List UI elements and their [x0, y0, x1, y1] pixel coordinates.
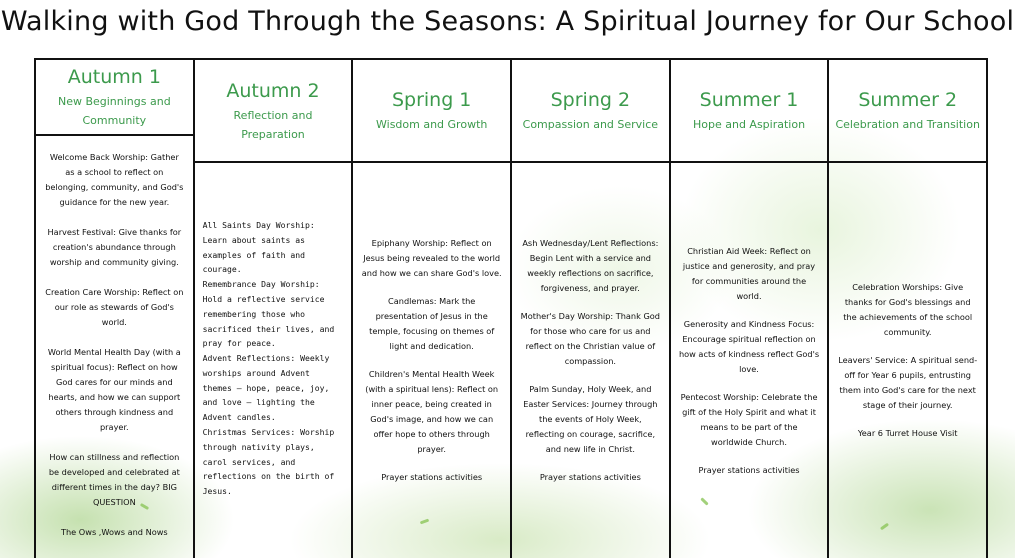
column-header: [512, 60, 669, 163]
column-spring-1: [353, 60, 512, 558]
worship-item: Creation Care Worship: Reflect on our role as stewards of God's world.: [45, 287, 184, 327]
worship-item: Palm Sunday, Holy Week, and Easter Services: Journey through the events of Holy Week, reflecting on courage, sacrifice, and new life in Christ.: [523, 384, 658, 454]
worship-item: Celebration Worships: Give thanks for God's blessings and the achievements of the school community.: [843, 282, 973, 337]
column-autumn-1: [36, 60, 195, 558]
worship-item: Advent Reflections: Weekly worships around Advent themes – hope, peace, joy, and love – lighting the Advent candles.: [202, 353, 330, 423]
worship-item: Prayer stations activities: [381, 472, 483, 482]
worship-item: Candlemas: Mark the presentation of Jesus in the temple, focusing on themes of light and dedication.: [369, 296, 495, 351]
worship-item: Mother's Day Worship: Thank God for those who care for us and reflect on the Christian value of compassion.: [520, 311, 661, 366]
worship-item: Ash Wednesday/Lent Reflections: Begin Lent with a service and weekly reflections on sacrifice, forgiveness, and prayer.: [522, 238, 659, 293]
worship-item: All Saints Day Worship: Learn about saints as examples of faith and courage.: [202, 219, 315, 275]
worship-item: The Ows ,Wows and Nows: [60, 527, 168, 537]
term-title: Summer 2: [858, 89, 958, 111]
column-header: [829, 60, 986, 163]
worship-item: Generosity and Kindness Focus: Encourage spiritual reflection on how acts of kindness reflect God's love.: [678, 318, 820, 374]
term-title: Autumn 1: [67, 66, 161, 88]
term-theme: Celebration and Transition: [835, 118, 980, 131]
worship-item: Remembrance Day Worship: Hold a reflective service remembering those who sacrificed their lives, and pray for peace.: [202, 279, 335, 349]
term-theme: Compassion and Service: [522, 118, 659, 131]
term-theme: New Beginnings and Community: [57, 95, 171, 127]
column-autumn-2: [195, 60, 354, 558]
column-header: [195, 60, 352, 163]
big-question: How can stillness and reflection be developed and celebrated at different times in the day? BIG QUESTION: [48, 452, 180, 507]
column-body: [671, 163, 828, 558]
worship-item: Welcome Back Worship: Gather as a school to reflect on belonging, community, and God's guidance for the new year.: [45, 152, 184, 207]
worship-item: Pentecost Worship: Celebrate the gift of the Holy Spirit and what it means to be part of the worldwide Church.: [680, 391, 818, 447]
term-theme: Reflection and Preparation: [233, 108, 313, 141]
column-spring-2: [512, 60, 671, 558]
column-header: [353, 60, 510, 163]
worship-item: Epiphany Worship: Reflect on Jesus being revealed to the world and how we can share God's love.: [361, 238, 502, 278]
seasons-table: [34, 58, 988, 558]
term-theme: Hope and Aspiration: [692, 118, 806, 131]
term-theme: Wisdom and Growth: [376, 118, 488, 131]
page-title: Walking with God Through the Seasons: A Spiritual Journey for Our School: [0, 6, 1015, 37]
column-body: [512, 163, 669, 558]
term-title: Autumn 2: [226, 79, 320, 102]
column-body: [195, 163, 352, 558]
column-body: [353, 163, 510, 558]
column-header: [671, 60, 828, 163]
column-summer-2: [829, 60, 986, 558]
worship-item: Harvest Festival: Give thanks for creation's abundance through worship and community giving.: [47, 227, 182, 267]
term-title: Summer 1: [699, 89, 799, 111]
worship-item: Prayer stations activities: [539, 472, 641, 482]
column-summer-1: [671, 60, 830, 558]
term-title: Spring 2: [550, 89, 631, 111]
column-header: [36, 60, 193, 136]
worship-item: World Mental Health Day (with a spiritual focus): Reflect on how God cares for our minds and hearts, and how we can support others through kindness and prayer.: [47, 347, 181, 432]
column-body: [36, 136, 193, 559]
worship-item: Christmas Services: Worship through nativity plays, carol services, and reflections on the birth of Jesus.: [202, 427, 335, 497]
worship-item: Prayer stations activities: [698, 464, 800, 475]
worship-item: Year 6 Turret House Visit: [857, 428, 958, 438]
column-body: [829, 163, 986, 558]
term-title: Spring 1: [391, 89, 472, 111]
worship-item: Christian Aid Week: Reflect on justice and generosity, and pray for communities around the world.: [682, 245, 816, 301]
worship-item: Children's Mental Health Week (with a spiritual lens): Reflect on inner peace, being created in God's image, and how we can offer hope to others through prayer.: [365, 369, 499, 454]
worship-item: Leavers' Service: A spiritual send-off for Year 6 pupils, entrusting them into God's care for the next stage of their journey.: [838, 355, 978, 410]
